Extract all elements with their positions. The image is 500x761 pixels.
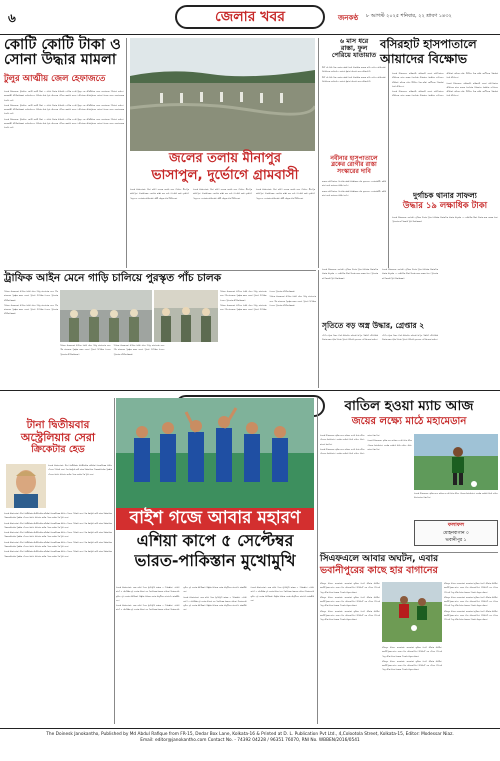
footer-divider xyxy=(0,728,500,729)
main-sports-headline: বাইশ গজে আবার মহারণ এশিয়া কাপে ৫ সেপ্টেম্বর ভারত-পাকিস্তান মুখোমুখি xyxy=(116,508,314,569)
story5-headline: নবীনার হাসপাতালে ব্লকের রোগীর রাস্তা সংস্কারের দাবি xyxy=(330,155,378,175)
story6-body-upper: নিজস্ব প্রতিবেদক, হলদিয়া: দুর্গাচক থানার পুলিশ সাইবার প্রতারণার শিকার মানুষের ১৯ লক্ষাধিক টাকা উদ্ধার করে ফেরত দিল। পুলিশের তৎপরতায় খুশি প্রতারিতরা। xyxy=(392,217,498,224)
story4-headline: বসিরহাট হাসপাতালে আয়াদের বিক্ষোভ xyxy=(380,37,477,67)
date-line: ৮ আগস্ট ২০২৫ শনিবার, ২২ শ্রাবণ ১৪৩২ xyxy=(366,13,452,19)
column-divider xyxy=(317,398,318,724)
football-training-photo xyxy=(414,434,498,490)
cricket-body: নিজস্ব সংবাদদাতা: টানা দ্বিতীয়বার অস্ট্রেলিয়ার বর্ষসেরা ক্রিকেটারের সম্মান পেলেন ট্রাভিস হেড। গত মরসুমে ব্যাট হাতে ধারাবাহিক পারফরম্যান্সের পুরস্কার পেলেন তিনি। অ্যালান বর্ডার পদক জয়ের পর খুশি হেড। নিজস্ব সংবাদদাতা: টানা দ্বিতীয়বার অস্ট্রেলিয়ার বর্ষসেরা ক্রিকেটারের সম্মান পেলেন ট্রাভিস হেড। গত মরসুমে ব্যাট হাতে ধারাবাহিক পারফরম্যান্সের পুরস্কার পেলেন তিনি। অ্যালান বর্ডার পদক জয়ের পর খুশি হেড। নিজস্ব সংবাদদাতা: টানা দ্বিতীয়বার অস্ট্রেলিয়ার বর্ষসেরা ক্রিকেটারের সম্মান পেলেন ট্রাভিস হেড। গত মরসুমে ব্যাট হাতে ধারাবাহিক পারফরম্যান্সের পুরস্কার পেলেন তিনি। অ্যালান বর্ডার পদক জয়ের পর খুশি হেড। নিজস্ব সংবাদদাতা: টানা দ্বিতীয়বার অস্ট্রেলিয়ার বর্ষসেরা ক্রিকেটারের সম্মান পেলেন ট্রাভিস হেড। গত মরসুমে ব্যাট হাতে ধারাবাহিক পারফরম্যান্সের পুরস্কার পেলেন তিনি। অ্যালান বর্ডার পদক জয়ের পর খুশি হেড। নিজস্ব সংবাদদাতা: টানা দ্বিতীয়বার অস্ট্রেলিয়ার বর্ষসেরা ক্রিকেটারের সম্মান পেলেন ট্রাভিস হেড। গত মরসুমে ব্যাট হাতে ধারাবাহিক পারফরম্যান্সের পুরস্কার পেলেন তিনি। অ্যালান বর্ডার পদক জয়ের পর খুশি হেড। xyxy=(4,513,112,558)
football-body-right: নিজস্ব প্রতিবেদক: বৃষ্টির জন্য বাতিল হওয়া ম্যাচ আজ খেলবে মহামেডান। জয়ের লক্ষ্যেই মাঠে নামছে সাদা-কালো ব্রিগেড। xyxy=(414,493,498,500)
flooded-bridge-illustration xyxy=(130,38,315,151)
story1-body: নিজস্ব প্রতিবেদক, ধুলিয়ান: কোটি কোটি টাকা ও সোনা উদ্ধার মামলায় গ্রেপ্তার হওয়া টুলুর এক আত্মীয়কে জেল হেফাজতে পাঠানো হয়েছে। তদন্তকারী আধিকারিকরা জানিয়েছেন, ঘটনার সঙ্গে যুক্ত অন্যদের খোঁজে তল্লাশি চলছে। আদালত অভিযুক্তকে চোদ্দো দিনের জেল হেফাজতের নির্দেশ দেয়। নিজস্ব প্রতিবেদক, ধুলিয়ান: কোটি কোটি টাকা ও সোনা উদ্ধার মামলায় গ্রেপ্তার হওয়া টুলুর এক আত্মীয়কে জেল হেফাজতে পাঠানো হয়েছে। তদন্তকারী আধিকারিকরা জানিয়েছেন, ঘটনার সঙ্গে যুক্ত অন্যদের খোঁজে তল্লাশি চলছে। আদালত অভিযুক্তকে চোদ্দো দিনের জেল হেফাজতের নির্দেশ দেয়। নিজস্ব প্রতিবেদক, ধুলিয়ান: কোটি কোটি টাকা ও সোনা উদ্ধার মামলায় গ্রেপ্তার হওয়া টুলুর এক আত্মীয়কে জেল হেফাজতে পাঠানো হয়েছে। তদন্তকারী আধিকারিকরা জানিয়েছেন, ঘটনার সঙ্গে যুক্ত অন্যদের খোঁজে তল্লাশি চলছে। আদালত অভিযুক্তকে চোদ্দো দিনের জেল হেফাজতের নির্দেশ দেয়। xyxy=(4,91,124,130)
story6-body: নিজস্ব প্রতিবেদক, হলদিয়া: দুর্গাচক থানার পুলিশ সাইবার প্রতারণার শিকার মানুষের ১৯ লক্ষাধিক টাকা উদ্ধার করে ফেরত দিল। পুলিশের তৎপরতায় খুশি প্রতারিতরা। নিজস্ব প্রতিবেদক, হলদিয়া: দুর্গাচক থানার পুলিশ সাইবার প্রতারণার শিকার মানুষের ১৯ লক্ষাধিক টাকা উদ্ধার করে ফেরত দিল। পুলিশের তৎপরতায় খুশি প্রতারিতরা। xyxy=(322,269,438,280)
column-divider xyxy=(318,38,319,268)
story8-body-left: ট্রাফিক সচেতনতা সপ্তাহে নিয়ম মেনে গাড়ি চালানোর জন্য পাঁচ চালককে পুরস্কৃত করল জেলা পুলিশ। উপস্থিত ছিলেন পুলিশের আধিকারিকরা। ট্রাফিক সচেতনতা সপ্তাহে নিয়ম মেনে গাড়ি চালানোর জন্য পাঁচ চালককে পুরস্কৃত করল জেলা পুলিশ। উপস্থিত ছিলেন পুলিশের আধিকারিকরা। xyxy=(4,291,58,316)
player-portrait xyxy=(6,464,46,508)
cricket-headline: টানা দ্বিতীয়বার অস্ট্রেলিয়ার সেরা ক্রিকেটার হেড xyxy=(20,419,96,455)
police-group-illustration xyxy=(154,290,218,342)
cfl-headline: সিএফএলে আবার অঘটন, এবার ভবানীপুরের কাছে হার বাগানের xyxy=(320,554,439,577)
football-action-illustration xyxy=(382,582,442,642)
masthead xyxy=(0,0,500,34)
traffic-award-photo-2 xyxy=(154,290,218,342)
cfl-body-2: আবদুল মজিদ, কলকাতা: কলকাতা ফুটবল লিগে আবার অঘটন। ভবানীপুরের কাছে হেরে গেল মোহনবাগান। প্রথমার্ধে এক গোলে পিছিয়ে পড়ে আর ম্যাচে ফিরতে পারেনি সবুজ-মেরুন। আবদুল মজিদ, কলকাতা: কলকাতা ফুটবল লিগে আবার অঘটন। ভবানীপুরের কাছে হেরে গেল মোহনবাগান। প্রথমার্ধে এক গোলে পিছিয়ে পড়ে আর ম্যাচে ফিরতে পারেনি সবুজ-মেরুন। আবদুল মজিদ, কলকাতা: কলকাতা ফুটবল লিগে আবার অঘটন। ভবানীপুরের কাছে হেরে গেল মোহনবাগান। প্রথমার্ধে এক গোলে পিছিয়ে পড়ে আর ম্যাচে ফিরতে পারেনি সবুজ-মেরুন। xyxy=(444,583,498,622)
cfl-body-3: আবদুল মজিদ, কলকাতা: কলকাতা ফুটবল লিগে আবার অঘটন। ভবানীপুরের কাছে হেরে গেল মোহনবাগান। প্রথমার্ধে এক গোলে পিছিয়ে পড়ে আর ম্যাচে ফিরতে পারেনি সবুজ-মেরুন। আবদুল মজিদ, কলকাতা: কলকাতা ফুটবল লিগে আবার অঘটন। ভবানীপুরের কাছে হেরে গেল মোহনবাগান। প্রথমার্ধে এক গোলে পিছিয়ে পড়ে আর ম্যাচে ফিরতে পারেনি সবুজ-মেরুন। xyxy=(382,647,442,672)
section-divider xyxy=(4,270,316,271)
story3-body: দীর্ঘ ছয় মাস ধরে বেহাল রাস্তা দিয়ে যাতায়াত করতে বাধ্য হচ্ছেন বাসিন্দারা। প্রশাসনকে জানিয়েও কোনো সুরাহা মেলেনি বলে অভিযোগ। দীর্ঘ ছয় মাস ধরে বেহাল রাস্তা দিয়ে যাতায়াত করতে বাধ্য হচ্ছেন বাসিন্দারা। প্রশাসনকে জানিয়েও কোনো সুরাহা মেলেনি বলে অভিযোগ। xyxy=(322,67,386,83)
sports-divider xyxy=(0,390,500,391)
story5-body: ব্লকের হাসপাতালে যাওয়ার রাস্তা সংস্কারের দাবি তুললেন এলাকাবাসী। বর্ষায় কাদা জমে চলাচলে সমস্যা হচ্ছে। ব্লকের হাসপাতালে যাওয়ার রাস্তা সংস্কারের দাবি তুললেন এলাকাবাসী। বর্ষায় কাদা জমে চলাচলে সমস্যা হচ্ছে। xyxy=(322,181,386,197)
column-divider xyxy=(318,270,319,388)
result-box-scores: ফলাফল মোহনবাগান ০ ভবানীপুর ১ xyxy=(414,520,498,546)
cfl-body: আবদুল মজিদ, কলকাতা: কলকাতা ফুটবল লিগে আবার অঘটন। ভবানীপুরের কাছে হেরে গেল মোহনবাগান। প্রথমার্ধে এক গোলে পিছিয়ে পড়ে আর ম্যাচে ফিরতে পারেনি সবুজ-মেরুন। আবদুল মজিদ, কলকাতা: কলকাতা ফুটবল লিগে আবার অঘটন। ভবানীপুরের কাছে হেরে গেল মোহনবাগান। প্রথমার্ধে এক গোলে পিছিয়ে পড়ে আর ম্যাচে ফিরতে পারেনি সবুজ-মেরুন। আবদুল মজিদ, কলকাতা: কলকাতা ফুটবল লিগে আবার অঘটন। ভবানীপুরের কাছে হেরে গেল মোহনবাগান। প্রথমার্ধে এক গোলে পিছিয়ে পড়ে আর ম্যাচে ফিরতে পারেনি সবুজ-মেরুন। xyxy=(320,583,380,622)
cricket-body-beside-photo: নিজস্ব সংবাদদাতা: টানা দ্বিতীয়বার অস্ট্রেলিয়ার বর্ষসেরা ক্রিকেটারের সম্মান পেলেন ট্রাভিস হেড। গত মরসুমে ব্যাট হাতে ধারাবাহিক পারফরম্যান্সের পুরস্কার পেলেন তিনি। অ্যালান বর্ডার পদক জয়ের পর খুশি হেড। xyxy=(48,465,112,476)
column-divider xyxy=(388,38,389,268)
flood-photo xyxy=(130,38,315,151)
column-divider xyxy=(114,398,115,724)
section-divider xyxy=(320,552,498,553)
women-cricket-photo xyxy=(116,398,314,508)
footer-imprint: The Doinesk Janokantho, Published by Md Abdul Rafique from FR-15, Dedar Box Lane, Kolkata-16 & Printed at D. L. Publication Pvt Ltd., 4,Colootola Street, Kolkata-15, Editor: Modessar Niaz. Email: editor@janokantho.com Contact No. - 74392 04228 / 96351 76070, RNI No. WBBEN/2016/0541 xyxy=(46,732,454,743)
cfl-match-photo xyxy=(382,582,442,642)
football-headline-block: বাতিল হওয়া ম্যাচ আজ জয়ের লক্ষ্যে মাঠে মহামেডান xyxy=(344,398,474,428)
masthead-logo: জনকণ্ঠ xyxy=(338,14,359,22)
story8-headline: ট্রাফিক আইন মেনে গাড়ি চালিয়ে পুরস্কৃত পাঁচ চালক xyxy=(4,272,222,284)
story-road-problem xyxy=(322,38,386,58)
team-celebration-illustration xyxy=(116,398,314,508)
column-divider xyxy=(126,38,127,268)
award-ceremony-illustration xyxy=(60,290,152,342)
story1-subhead: টুলুর আত্মীয় জেল হেফাজতে xyxy=(4,74,106,85)
story8-body-mid: ট্রাফিক সচেতনতা সপ্তাহে নিয়ম মেনে গাড়ি চালানোর জন্য পাঁচ চালককে পুরস্কৃত করল জেলা পুলিশ। উপস্থিত ছিলেন পুলিশের আধিকারিকরা। ট্রাফিক সচেতনতা সপ্তাহে নিয়ম মেনে গাড়ি চালানোর জন্য পাঁচ চালককে পুরস্কৃত করল জেলা পুলিশ। উপস্থিত ছিলেন পুলিশের আধিকারিকরা। xyxy=(60,345,165,356)
story3-headline: ৬ মাস ধরে রাস্তা, ফুল পেরিয়ে যাতায়াত xyxy=(331,37,377,59)
player-training-illustration xyxy=(414,434,498,490)
story-cash-gold-case xyxy=(4,38,124,268)
story1-headline: কোটি কোটি টাকা ও সোনা উদ্ধার মামলা xyxy=(4,37,121,69)
traffic-award-photo xyxy=(60,290,152,342)
story6-headline: দুর্গাচক থানার সাফল্য উদ্ধার ১৯ লক্ষাধিক টাকা xyxy=(402,191,488,211)
page-number: ৬ xyxy=(8,11,16,25)
story2-body: নিজস্ব সংবাদদাতা: টানা বর্ষণে জলের তলায় চলে গিয়েছে মীনাপুর ভাসাপুল। যাতায়াতের একমাত্র রাস্তা বন্ধ হয়ে যাওয়ায় চরম দুর্ভোগে পড়েছেন এলাকার বাসিন্দারা। স্থায়ী সেতুর দাবি দীর্ঘদিনের। নিজস্ব সংবাদদাতা: টানা বর্ষণে জলের তলায় চলে গিয়েছে মীনাপুর ভাসাপুল। যাতায়াতের একমাত্র রাস্তা বন্ধ হয়ে যাওয়ায় চরম দুর্ভোগে পড়েছেন এলাকার বাসিন্দারা। স্থায়ী সেতুর দাবি দীর্ঘদিনের। নিজস্ব সংবাদদাতা: টানা বর্ষণে জলের তলায় চলে গিয়েছে মীনাপুর ভাসাপুল। যাতায়াতের একমাত্র রাস্তা বন্ধ হয়ে যাওয়ায় চরম দুর্ভোগে পড়েছেন এলাকার বাসিন্দারা। স্থায়ী সেতুর দাবি দীর্ঘদিনের। xyxy=(130,189,315,200)
section-title-district: জেলার খবর xyxy=(175,5,325,29)
travis-head-photo xyxy=(6,464,46,508)
story8-body-right: ট্রাফিক সচেতনতা সপ্তাহে নিয়ম মেনে গাড়ি চালানোর জন্য পাঁচ চালককে পুরস্কৃত করল জেলা পুলিশ। উপস্থিত ছিলেন পুলিশের আধিকারিকরা। ট্রাফিক সচেতনতা সপ্তাহে নিয়ম মেনে গাড়ি চালানোর জন্য পাঁচ চালককে পুরস্কৃত করল জেলা পুলিশ। উপস্থিত ছিলেন পুলিশের আধিকারিকরা। ট্রাফিক সচেতনতা সপ্তাহে নিয়ম মেনে গাড়ি চালানোর জন্য পাঁচ চালককে পুরস্কৃত করল জেলা পুলিশ। উপস্থিত ছিলেন পুলিশের আধিকারিকরা। xyxy=(220,291,316,312)
main-sports-body: নিজস্ব সংবাদদাতা: ফের বাইশ গজে মুখোমুখি ভারত ও পাকিস্তান। এশিয়া কাপে ৫ সেপ্টেম্বর দুই দেশের মহিলা দল পরস্পরের বিরুদ্ধে নামবে। উত্তেজনায় ফুটছে দুই দেশের সমর্থকরা। প্রস্তুতি শিবিরে জোর অনুশীলন চালাচ্ছে ভারতীয় দল। নিজস্ব সংবাদদাতা: ফের বাইশ গজে মুখোমুখি ভারত ও পাকিস্তান। এশিয়া কাপে ৫ সেপ্টেম্বর দুই দেশের মহিলা দল পরস্পরের বিরুদ্ধে নামবে। উত্তেজনায় ফুটছে দুই দেশের সমর্থকরা। প্রস্তুতি শিবিরে জোর অনুশীলন চালাচ্ছে ভারতীয় দল। নিজস্ব সংবাদদাতা: ফের বাইশ গজে মুখোমুখি ভারত ও পাকিস্তান। এশিয়া কাপে ৫ সেপ্টেম্বর দুই দেশের মহিলা দল পরস্পরের বিরুদ্ধে নামবে। উত্তেজনায় ফুটছে দুই দেশের সমর্থকরা। প্রস্তুতি শিবিরে জোর অনুশীলন চালাচ্ছে ভারতীয় দল। নিজস্ব সংবাদদাতা: ফের বাইশ গজে মুখোমুখি ভারত ও পাকিস্তান। এশিয়া কাপে ৫ সেপ্টেম্বর দুই দেশের মহিলা দল পরস্পরের বিরুদ্ধে নামবে। উত্তেজনায় ফুটছে দুই দেশের সমর্থকরা। প্রস্তুতি শিবিরে জোর অনুশীলন চালাচ্ছে ভারতীয় দল। xyxy=(116,587,314,612)
story7-headline: সৃতিতে বড় অস্ত্র উদ্ধার, গ্রেপ্তার ২ xyxy=(322,321,425,330)
football-body: নিজস্ব প্রতিবেদক: বৃষ্টির জন্য বাতিল হওয়া ম্যাচ আজ খেলবে মহামেডান। জয়ের লক্ষ্যেই মাঠে নামছে সাদা-কালো ব্রিগেড। নিজস্ব প্রতিবেদক: বৃষ্টির জন্য বাতিল হওয়া ম্যাচ আজ খেলবে মহামেডান। জয়ের লক্ষ্যেই মাঠে নামছে সাদা-কালো ব্রিগেড। নিজস্ব প্রতিবেদক: বৃষ্টির জন্য বাতিল হওয়া ম্যাচ আজ খেলবে মহামেডান। জয়ের লক্ষ্যেই মাঠে নামছে সাদা-কালো ব্রিগেড। xyxy=(320,435,412,456)
story2-headline: জলের তলায় মীনাপুর ভাসাপুল, দুর্ভোগে গ্রামবাসী xyxy=(151,151,299,183)
story4-body: নিজস্ব প্রতিবেদন, বসিরহাট: বসিরহাট জেলা হাসপাতালে আয়াদের কাজ বন্ধের নির্দেশের প্রতিবাদে বিক্ষোভ দেখালেন আয়ারা। তাঁদের দাবি, দীর্ঘদিন ধরে তাঁরা রোগীদের পরিষেবা দিয়ে আসছেন। নিজস্ব প্রতিবেদন, বসিরহাট: বসিরহাট জেলা হাসপাতালে আয়াদের কাজ বন্ধের নির্দেশের প্রতিবাদে বিক্ষোভ দেখালেন আয়ারা। তাঁদের দাবি, দীর্ঘদিন ধরে তাঁরা রোগীদের পরিষেবা দিয়ে আসছেন। নিজস্ব প্রতিবেদন, বসিরহাট: বসিরহাট জেলা হাসপাতালে আয়াদের কাজ বন্ধের নির্দেশের প্রতিবাদে বিক্ষোভ দেখালেন আয়ারা। তাঁদের দাবি, দীর্ঘদিন ধরে তাঁরা রোগীদের পরিষেবা দিয়ে আসছেন। xyxy=(392,73,498,98)
masthead-divider xyxy=(0,34,500,35)
story7-body: গোপন সূত্রে খবর পেয়ে অভিযান চালিয়ে বিপুল পরিমাণ আগ্নেয়াস্ত্র উদ্ধার করল সৃতি থানার পুলিশ। ঘটনায় দুজনকে গ্রেপ্তার করা হয়েছে। গোপন সূত্রে খবর পেয়ে অভিযান চালিয়ে বিপুল পরিমাণ আগ্নেয়াস্ত্র উদ্ধার করল সৃতি থানার পুলিশ। ঘটনায় দুজনকে গ্রেপ্তার করা হয়েছে। xyxy=(322,335,438,342)
